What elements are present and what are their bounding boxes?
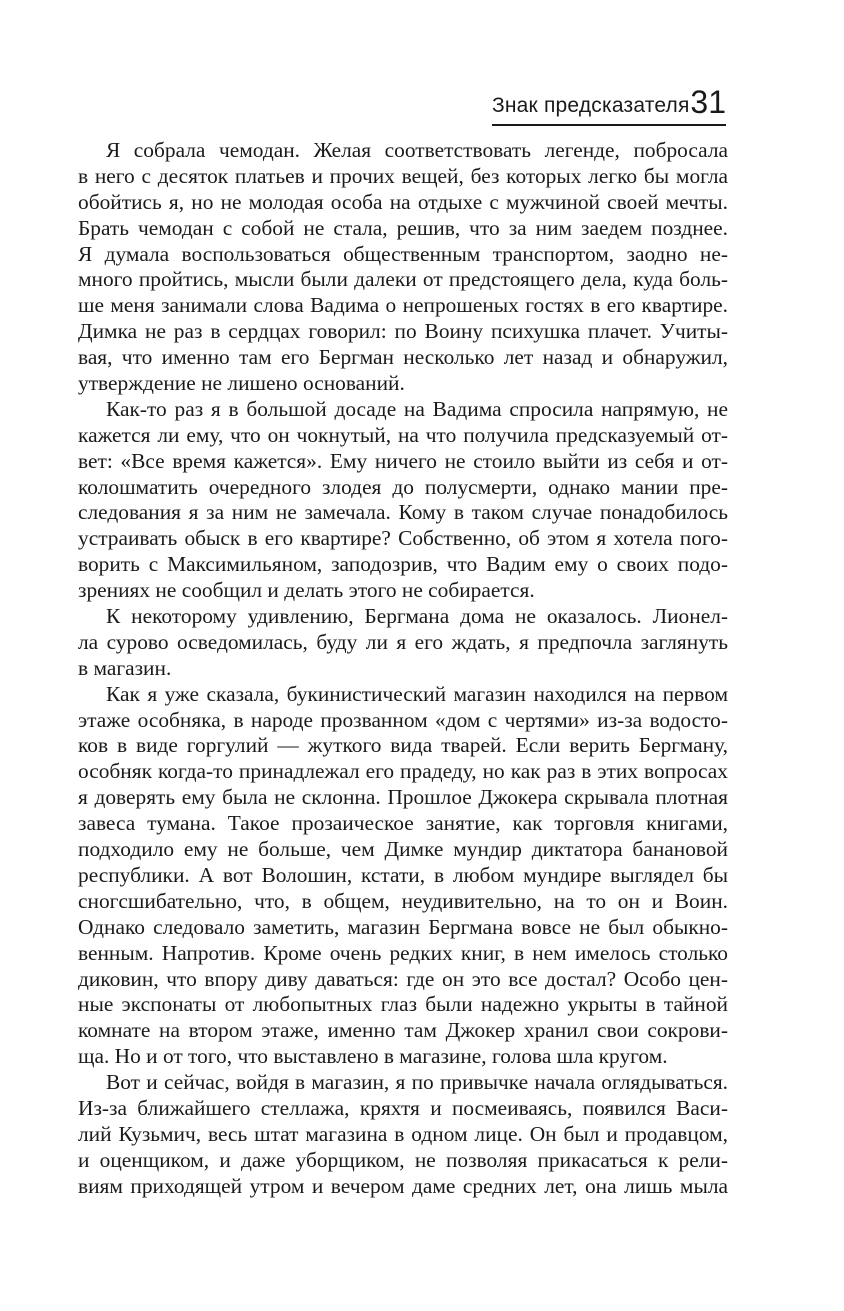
text-line: подходило ему не больше, чем Димке мундир диктатора банановой (78, 837, 728, 862)
text-line: лий Кузьмич, весь штат магазина в одном лице. Он был и продавцом, (78, 1121, 728, 1146)
body-text (78, 138, 728, 1200)
text-line: завеса тумана. Такое прозаическое занятие, как торговля книгами, (78, 811, 728, 836)
text-line: обойтись я, но не молодая особа на отдыхе с мужчиной своей мечты. (78, 189, 728, 214)
text-line: следования я за ним не замечала. Кому в таком случае понадобилось (78, 500, 728, 525)
text-line: Из-за ближайшего стеллажа, кряхтя и посмеиваясь, появился Васи- (78, 1095, 728, 1120)
text-line: Я думала воспользоваться общественным транспортом, заодно не- (78, 241, 728, 266)
text-line: Вот и сейчас, войдя в магазин, я по привычке начала оглядываться. (106, 1070, 728, 1095)
text-line: Я собрала чемодан. Желая соответствовать легенде, побросала (106, 138, 728, 162)
text-line: вая, что именно там его Бергман несколько лет назад и обнаружил, (78, 345, 728, 370)
paragraph (78, 604, 728, 682)
text-line: Как я уже сказала, букинистический магазин находился на первом (106, 681, 728, 706)
text-line: Брать чемодан с собой не стала, решив, что за ним заедем позднее. (78, 215, 728, 240)
text-line: и оценщиком, и даже уборщиком, не позволяя прикасаться к рели- (78, 1147, 728, 1172)
running-header-title: Знак предсказателя (492, 94, 690, 117)
text-line: Однако следовало заметить, магазин Бергмана вовсе не был обыкно- (78, 914, 728, 939)
text-line: ла сурово осведомилась, буду ли я его ждать, я предпочла заглянуть (78, 629, 728, 654)
text-line: в магазин. (78, 655, 172, 680)
text-line: ные экспонаты от любопытных глаз были надежно укрыты в тайной (78, 992, 728, 1017)
paragraph (78, 1070, 728, 1199)
text-line: колошматить очередного злодея до полусмерти, однако мании пре- (78, 474, 728, 499)
text-line: зрениях не сообщил и делать этого не собирается. (78, 578, 535, 603)
text-line: Как-то раз я в большой досаде на Вадима спросила напрямую, не (106, 396, 728, 421)
text-line: Димка не раз в сердцах говорил: по Воину психушка плачет. Учиты- (78, 319, 728, 344)
text-line: К некоторому удивлению, Бергмана дома не оказалось. Лионел- (106, 604, 728, 629)
text-line: ше меня занимали слова Вадима о непрошеных гостях в его квартире. (78, 293, 728, 318)
running-header (492, 82, 726, 126)
page-number: 31 (690, 84, 726, 120)
text-line: ворить с Максимильяном, заподозрив, что Вадим ему о своих подо- (78, 552, 728, 577)
text-line: вет: «Все время кажется». Ему ничего не стоило выйти из себя и от- (78, 448, 728, 473)
text-line: виям приходящей утром и вечером даме средних лет, она лишь мыла (78, 1173, 728, 1198)
text-line: ков в виде горгулий — жуткого вида тварей. Если верить Бергману, (78, 733, 728, 758)
paragraph (78, 397, 728, 604)
text-line: устраивать обыск в его квартире? Собственно, об этом я хотела пого- (78, 526, 728, 551)
text-line: я доверять ему была не склонна. Прошлое Джокера скрывала плотная (78, 785, 728, 810)
text-line: ща. Но и от того, что выставлено в магазине, голова шла кругом. (78, 1044, 668, 1069)
text-line: в него с десяток платьев и прочих вещей, без которых легко бы могла (78, 163, 728, 188)
paragraph (78, 682, 728, 1070)
text-line: комнате на втором этаже, именно там Джокер хранил свои сокрови- (78, 1018, 728, 1043)
text-line: особняк когда-то принадлежал его прадеду, но как раз в этих вопросах (78, 759, 728, 784)
text-line: диковин, что впору диву даваться: где он это все достал? Особо цен- (78, 966, 728, 991)
text-line: республики. А вот Волошин, кстати, в любом мундире выглядел бы (78, 862, 728, 887)
text-line: сногсшибательно, что, в общем, неудивительно, на то он и Воин. (78, 888, 728, 913)
paragraph (78, 138, 728, 397)
text-line: кажется ли ему, что он чокнутый, на что получила предсказуемый от- (78, 422, 728, 447)
text-line: этаже особняка, в народе прозванном «дом с чертями» из-за водосто- (78, 707, 728, 732)
text-line: венным. Напротив. Кроме очень редких книг, в нем имелось столько (78, 940, 728, 965)
text-line: много пройтись, мысли были далеки от предстоящего дела, куда боль- (78, 267, 728, 292)
text-line: утверждение не лишено оснований. (78, 371, 405, 396)
